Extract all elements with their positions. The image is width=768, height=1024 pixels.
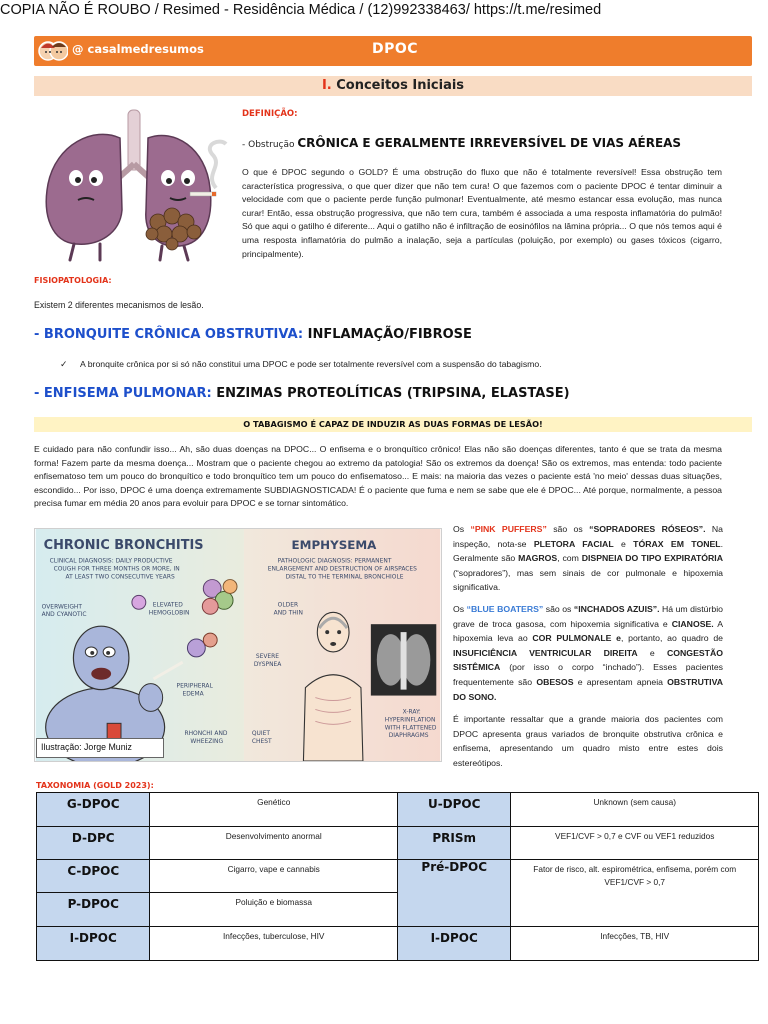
taxonomy-code-cell: C-DPOC — [37, 860, 150, 893]
overweight-label-line-1: OVERWEIGHT — [41, 603, 83, 611]
blue-bold-5: OBESOS — [536, 676, 574, 687]
xray-label-line-2: HYPERINFLATION — [384, 716, 436, 724]
xray-label-line-4: DIAPHRAGMS — [388, 732, 429, 740]
enfisema-heading — [34, 386, 570, 401]
pink-puffers-paragraph — [453, 522, 723, 595]
emphysema-diagnosis-line-3: DISTAL TO THE TERMINAL BRONCHIOLE — [285, 573, 404, 581]
bronquite-note — [60, 359, 542, 370]
blue-text-5: (por isso o corpo “inchado”). Esses pacientes frequentemente são — [453, 662, 723, 687]
emphysema-diagnosis-line-2: ENLARGEMENT AND DESTRUCTION OF AIRSPACES — [267, 565, 417, 573]
edema-label-line-1: PERIPHERAL — [176, 682, 213, 690]
blue-bold-6: OBSTRUTIVA DO SONO. — [453, 676, 723, 702]
bronquite-mechanism: INFLAMAÇÃO/FIBROSE — [307, 327, 472, 342]
copyright-watermark: COPIA NÃO É ROUBO / Resimed - Residência Médica / (12)992338463/ https://t.me/resimed — [0, 2, 602, 18]
taxonomy-desc-cell: Poluição e biomassa — [150, 893, 398, 927]
blue-pre: Os — [453, 604, 467, 614]
taxonomy-desc-cell: Infecções, tuberculose, HIV — [150, 927, 398, 961]
taxonomy-desc-cell: Unknown (sem causa) — [511, 793, 759, 827]
blue-bold-1: CIANOSE. — [671, 618, 714, 629]
bronquite-title: BRONQUITE CRÔNICA OBSTRUTIVA: — [43, 327, 304, 342]
definition-prefix: - Obstrução — [242, 140, 295, 150]
bronquite-heading — [34, 327, 472, 342]
section-number: I. — [321, 78, 332, 93]
taxonomy-desc-cell: Desenvolvimento anormal — [150, 827, 398, 860]
blue-bold-4: CONGESTÃO SISTÊMICA — [453, 647, 723, 673]
table-row — [37, 793, 759, 827]
taxonomy-desc-cell: Fator de risco, alt. espirométrica, enfisema, porém com VEF1/CVF > 0,7 — [511, 860, 759, 927]
pink-bold-2: TÓRAX EM TONEL — [633, 538, 721, 549]
edema-label-line-2: EDEMA — [182, 690, 204, 698]
pink-bold-3: MAGROS — [518, 553, 558, 564]
blue-text-3: , portanto, ao quadro de — [621, 633, 723, 644]
pink-bold-1: PLETORA FACIAL — [533, 538, 614, 549]
lungs-cartoon-illustration — [34, 104, 234, 264]
chest-xray-image — [371, 624, 436, 695]
definition-paragraph: O que é DPOC segundo o GOLD? É uma obstrução do fluxo que não é totalmente reversível! Essa obstrução tem característica progressiva, o que quer dizer que não tem cura! O que fazemos com o paciente DPOC é tentar diminuir a velocidade com que o paciente perde função pulmonar! Eventualmente, até mesmo estancar essa evolução, mas nunca curar! Então, essa obstrução progressiva, que não tem cura, também é associada a uma resposta inflamatória do pulmão! Só que aqui o gatilho é diferente... Aqui o gatilho não é infiltração de eosinófilos na lâmina própria... O que nós temos aqui é uma resposta inflamatória do pulmão a inalação, seja a partículas (poluição, por exemplo) ou gases tóxicos (cigarro, principalmente). — [242, 167, 722, 259]
pink-text-3: . Geralmente são — [453, 538, 723, 564]
quiet-chest-label-line-1: QUIET — [251, 730, 271, 738]
blue-bold-3: INSUFICIÊNCIA VENTRICULAR DIREITA — [453, 647, 638, 658]
bronchitis-emphysema-illustration — [34, 528, 442, 762]
taxonomy-code-cell: P-DPOC — [37, 893, 150, 927]
emphysema-diagnosis-line-1: PATHOLOGIC DIAGNOSIS: PERMANENT — [277, 557, 392, 565]
bronchitis-diagnosis-line-2: COUGH FOR THREE MONTHS OR MORE, IN — [53, 565, 180, 573]
pink-text-4: , com — [557, 553, 582, 564]
older-label-line-2: AND THIN — [273, 609, 303, 617]
emphysema-title: EMPHYSEMA — [291, 537, 377, 552]
enfisema-mechanism: ENZIMAS PROTEOLÍTICAS (TRIPSINA, ELASTASE) — [216, 386, 570, 401]
bronchitis-diagnosis-line-1: CLINICAL DIAGNOSIS: DAILY PRODUCTIVE — [49, 557, 173, 565]
enfisema-title: ENFISEMA PULMONAR: — [43, 386, 212, 401]
taxonomy-code-cell: PRISm — [397, 827, 510, 860]
taxonomy-label: TAXONOMIA (GOLD 2023): — [36, 781, 154, 790]
blue-text-4: e — [637, 647, 667, 658]
extremes-paragraph: E cuidado para não confundir isso... Ah, são duas doenças na DPOC... O enfisema e o bronquítico crônico! Elas não são doenças diferentes, tanto é que se trata da mesma forma! Fazem parte da mesma doença... Mostram que o paciente chegou ao extremo da patologia! São os extremos da doença! São os extremos, mas entenda: todo paciente enfisematoso tem um pouco do bronquítico e todo bronquítico tem um pouco do enfisematoso... E mais: na maioria das vezes o paciente está 'no meio' dessas duas situações, escondido... Por isso, DPOC é uma doença extremamente SUBDIAGNOSTICADA! É o paciente que fuma e nem se sabe que ele é DPOC... Até porque, normalmente, a pessoa precisa fumar em média 20 anos para evoluir para DPOC e se tornar sintomático. — [34, 444, 722, 509]
bronchitis-title: CHRONIC BRONCHITIS — [43, 537, 204, 553]
section-heading — [34, 78, 752, 93]
bronquite-note-text: A bronquite crônica por si só não constitui uma DPOC e pode ser totalmente reversível com a suspensão do tabagismo. — [80, 359, 542, 369]
definition-label: DEFINIÇÃO: — [242, 109, 298, 119]
tabagismo-highlight: O TABAGISMO É CAPAZ DE INDUZIR AS DUAS FORMAS DE LESÃO! — [243, 419, 543, 429]
table-row — [37, 860, 759, 893]
mixed-phenotype-note: É importante ressaltar que a grande maioria dos pacientes com DPOC apresenta graus variados de bronquite obstrutiva crônica e enfisema, apresentando um quadro misto entre estes dois estereótipos. — [453, 714, 723, 768]
pink-text-2: e — [613, 538, 634, 549]
table-row — [37, 927, 759, 961]
xray-label-line-1: X-RAY: — [402, 708, 421, 716]
table-row — [37, 827, 759, 860]
taxonomy-desc-cell: Cigarro, vape e cannabis — [150, 860, 398, 893]
pink-bold-4: DISPNEIA DO TIPO EXPIRATÓRIA — [581, 553, 723, 564]
hemoglobin-label-line-1: ELEVATED — [152, 601, 183, 609]
fisiopatologia-label: FISIOPATOLOGIA: — [34, 276, 112, 285]
dyspnea-label-line-1: SEVERE — [255, 652, 280, 660]
definition-strong: CRÔNICA E GERALMENTE IRREVERSÍVEL DE VIAS AÉREAS — [297, 136, 682, 150]
definition-statement — [242, 136, 681, 150]
overweight-label-line-2: AND CYANOTIC — [41, 611, 87, 619]
blue-bold-2: COR PULMONALE e — [532, 633, 621, 644]
taxonomy-desc-cell: Infecções, TB, HIV — [511, 927, 759, 961]
taxonomy-table — [36, 792, 759, 961]
pink-puffers-translation: “SOPRADORES RÓSEOS”. — [589, 524, 706, 534]
checkmark-icon: ✓ — [60, 359, 68, 369]
taxonomy-desc-cell: VEF1/CVF > 0,7 e CVF ou VEF1 reduzidos — [511, 827, 759, 860]
pink-pre: Os — [453, 524, 471, 534]
hemoglobin-label-line-2: HEMOGLOBIN — [148, 609, 190, 617]
older-label-line-1: OLDER — [277, 601, 299, 609]
taxonomy-desc-cell: Genético — [150, 793, 398, 827]
blue-bloaters-term: “BLUE BOATERS” — [466, 604, 544, 614]
pink-text-5: (“sopradores”), mas sem sinais de cor pulmonale e hipoxemia significativa. — [453, 567, 723, 593]
pink-mid: são os — [546, 524, 590, 534]
taxonomy-code-cell: I-DPOC — [37, 927, 150, 961]
page-title: DPOC — [371, 41, 419, 57]
blue-bloaters-paragraph — [453, 602, 723, 704]
illustration-credit: Ilustração: Jorge Muniz — [36, 738, 164, 758]
pink-puffers-term: “PINK PUFFERS” — [470, 524, 547, 534]
taxonomy-code-cell: U-DPOC — [397, 793, 510, 827]
xray-label-line-3: WITH FLATTENED — [384, 724, 437, 732]
taxonomy-code-cell: Pré-DPOC — [397, 860, 510, 927]
quiet-chest-label-line-2: CHEST — [251, 738, 272, 746]
blue-text-2: A hipoxemia leva ao — [453, 618, 723, 644]
pink-text-1: Na inspeção, nota-se — [453, 524, 723, 549]
blue-bloaters-translation: “INCHADOS AZUIS”. — [573, 604, 660, 614]
rhonchi-label-line-1: RHONCHI AND — [184, 730, 228, 738]
blue-text-6: e apresentam apneia — [573, 676, 668, 687]
bronchitis-diagnosis-line-3: AT LEAST TWO CONSECUTIVE YEARS — [65, 573, 175, 581]
mechanisms-intro: Existem 2 diferentes mecanismos de lesão. — [34, 300, 204, 310]
taxonomy-code-cell: D-DPC — [37, 827, 150, 860]
taxonomy-code-cell: G-DPOC — [37, 793, 150, 827]
dyspnea-label-line-2: DYSPNEA — [253, 660, 282, 668]
authors-avatar-icon — [38, 38, 68, 64]
bronquite-prefix: - — [34, 327, 44, 342]
blue-mid: são os — [543, 604, 574, 614]
section-title-text: Conceitos Iniciais — [336, 78, 465, 93]
enfisema-prefix: - — [34, 386, 44, 401]
rhonchi-label-line-2: WHEEZING — [190, 738, 224, 746]
author-handle: @ casalmedresumos — [72, 42, 204, 56]
blue-text-1: Há um distúrbio grave de troca gasosa, com hipoxemia significativa e — [453, 604, 723, 629]
taxonomy-code-cell: I-DPOC — [397, 927, 510, 961]
